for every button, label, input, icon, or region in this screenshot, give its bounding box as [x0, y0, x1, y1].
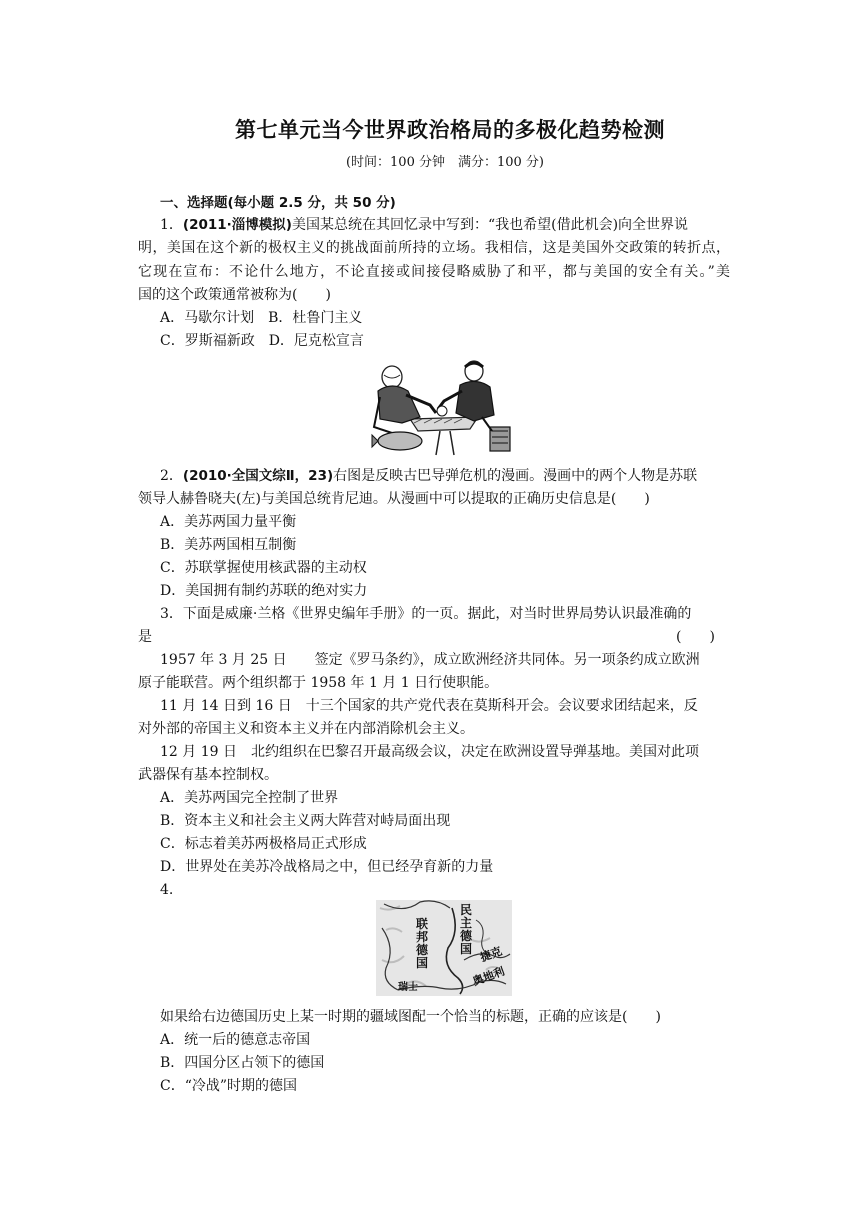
q1-number: 1． — [160, 217, 183, 233]
q1-line-1 — [160, 214, 688, 236]
q2-option-a: A．美苏两国力量平衡 — [160, 514, 297, 530]
q2-line-1 — [160, 465, 697, 487]
map-label-czech: 捷克 — [478, 944, 504, 965]
q2-number: 2． — [160, 468, 183, 484]
map-label-switzerland: 瑞士 — [398, 982, 418, 993]
q4-option-c: C．“冷战”时期的德国 — [160, 1078, 298, 1094]
q2-source: (2010·全国文综Ⅱ，23) — [182, 468, 334, 484]
q3-excerpt-5: 12 月 19 日 北约组织在巴黎召开最高级会议，决定在欧洲设置导弹基地。美国对此项 — [160, 744, 699, 760]
q1-line-2: 明，美国在这个新的极权主义的挑战面前所持的立场。我相信，这是美国外交政策的转折点， — [138, 240, 730, 256]
q1-line-4: 国的这个政策通常被称为( ) — [138, 287, 331, 303]
q3-option-c: C．标志着美苏两极格局正式形成 — [160, 836, 367, 852]
q3-option-d: D．世界处在美苏冷战格局之中，但已经孕育新的力量 — [160, 859, 494, 875]
q2-option-d: D．美国拥有制约苏联的绝对实力 — [160, 583, 368, 599]
section-heading: 一、选择题(每小题 2.5 分，共 50 分) — [160, 195, 396, 211]
q1-options-row-2: C．罗斯福新政 D．尼克松宣言 — [160, 333, 364, 349]
q3-excerpt-1: 1957 年 3 月 25 日 签定《罗马条约》，成立欧洲经济共同体。另一项条约成立欧洲 — [160, 652, 700, 668]
q3-option-a: A．美苏两国完全控制了世界 — [160, 790, 339, 806]
map-label-east-germany: 民主德国 — [460, 903, 473, 956]
q2-line-2: 领导人赫鲁晓夫(左)与美国总统肯尼迪。从漫画中可以提取的正确历史信息是( ) — [138, 491, 650, 507]
q3-line-1: 3．下面是威廉·兰格《世界史编年手册》的一页。据此，对当时世界局势认识最准确的 — [160, 606, 692, 622]
map-label-west-germany: 联邦德国 — [416, 917, 429, 970]
q1-text-1: 美国某总统在其回忆录中写到：“我也希望(借此机会)向全世界说 — [291, 217, 689, 233]
q3-excerpt-3: 11 月 14 日到 16 日 十三个国家的共产党代表在莫斯科开会。会议要求团结起来，反 — [160, 698, 698, 714]
q4-number: 4. — [160, 882, 174, 898]
q1-options-row-1: A．马歇尔计划 B．杜鲁门主义 — [160, 310, 363, 326]
q2-option-c: C．苏联掌握使用核武器的主动权 — [160, 560, 367, 576]
germany-map — [376, 900, 512, 996]
page-title: 第七单元当今世界政治格局的多极化趋势检测 — [235, 118, 665, 142]
q3-excerpt-2: 原子能联营。两个组织都于 1958 年 1 月 1 日行使职能。 — [138, 675, 499, 691]
q2-text-1: 右图是反映古巴导弹危机的漫画。漫画中的两个人物是苏联 — [333, 468, 698, 484]
q2-option-b: B．美苏两国相互制衡 — [160, 537, 297, 553]
q1-line-3: 它现在宣布：不论什么地方，不论直接或间接侵略威胁了和平，都与美国的安全有关。”美 — [138, 264, 730, 280]
q3-excerpt-4: 对外部的帝国主义和资本主义并在内部消除机会主义。 — [138, 721, 474, 737]
page-subtitle: (时间：100 分钟 满分：100 分) — [345, 155, 545, 170]
q3-option-b: B．资本主义和社会主义两大阵营对峙局面出现 — [160, 813, 451, 829]
q3-line-2: 是 — [138, 629, 152, 645]
q3-answer-paren: ( ) — [676, 629, 715, 645]
map-label-austria: 奥地利 — [470, 964, 507, 989]
q4-option-a: A．统一后的德意志帝国 — [160, 1032, 311, 1048]
q4-question: 如果给右边德国历史上某一时期的疆域图配一个恰当的标题，正确的应该是( ) — [160, 1009, 661, 1025]
missile-crisis-cartoon — [370, 357, 516, 457]
q4-option-b: B．四国分区占领下的德国 — [160, 1055, 325, 1071]
q1-source: (2011·淄博模拟) — [182, 217, 292, 233]
q3-excerpt-6: 武器保有基本控制权。 — [138, 767, 278, 783]
